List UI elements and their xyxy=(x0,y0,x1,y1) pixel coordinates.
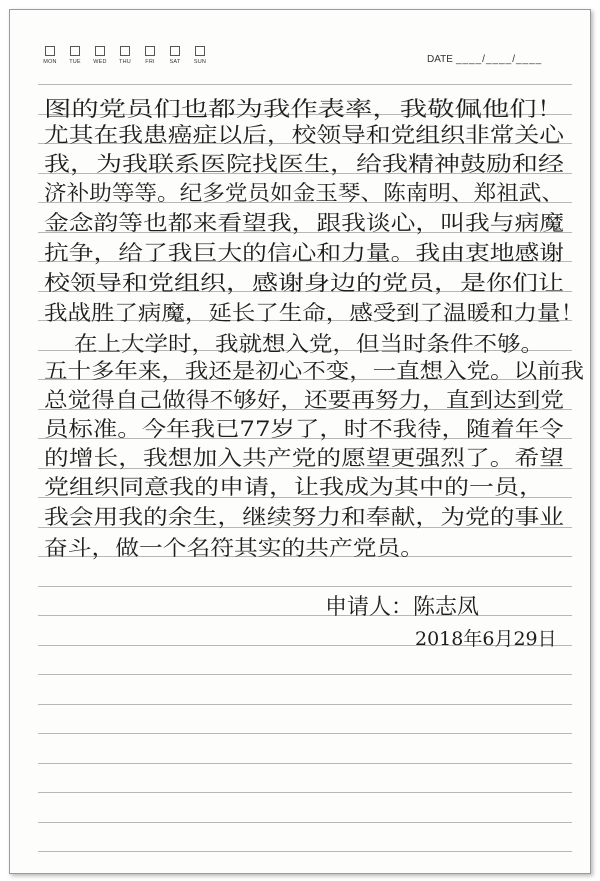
handwritten-line: 我会用我的余生，继续努力和奉献，为党的事业 xyxy=(44,505,564,529)
weekday-label: SAT xyxy=(169,59,181,65)
handwritten-line: 的增长，我想加入共产党的愿望更强烈了。希望 xyxy=(44,446,564,470)
weekday-box xyxy=(195,46,205,56)
ruled-line xyxy=(38,674,572,675)
handwritten-line: 五十多年来，我还是初心不变，一直想入党。以前我 xyxy=(44,359,584,383)
handwritten-line: 奋斗，做一个名符其实的共产党员。 xyxy=(44,536,424,560)
handwritten-line: 尤其在我患癌症以后，校领导和党组织非常关心 xyxy=(44,123,564,147)
weekday-label: SUN xyxy=(193,59,207,65)
weekday-box xyxy=(70,46,80,56)
handwritten-line: 总觉得自己做得不够好，还要再努力，直到达到党 xyxy=(44,388,564,412)
ruled-line xyxy=(38,586,572,587)
handwritten-line: 抗争，给了我巨大的信心和力量。我由衷地感谢 xyxy=(44,241,564,265)
weekday-label: WED xyxy=(93,59,107,65)
ruled-line xyxy=(38,763,572,764)
weekday-label: TUE xyxy=(69,59,81,65)
weekday-box xyxy=(170,46,180,56)
signature-date: 2018年6月29日 xyxy=(415,628,557,650)
weekday-box xyxy=(145,46,155,56)
handwritten-line: 党组织同意我的申请，让我成为其中的一员， xyxy=(44,475,544,499)
weekday-box xyxy=(95,46,105,56)
handwritten-line: 员标准。今年我已77岁了，时不我待，随着年令 xyxy=(44,417,564,441)
weekday-checkboxes xyxy=(40,46,210,65)
letter-sheet xyxy=(9,9,591,874)
handwritten-line: 我战胜了病魔，延长了生命，感受到了温暖和力量！ xyxy=(44,301,584,325)
ruled-line xyxy=(38,851,572,852)
weekday-label: FRI xyxy=(145,59,155,65)
ruled-line xyxy=(38,704,572,705)
ruled-line xyxy=(38,84,572,85)
weekday-label: THU xyxy=(119,59,131,65)
weekday-box xyxy=(120,46,130,56)
weekday-fri xyxy=(140,46,160,65)
weekday-tue xyxy=(65,46,85,65)
handwritten-line: 金念韵等也都来看望我，跟我谈心，叫我与病魔 xyxy=(44,211,564,235)
weekday-wed xyxy=(90,46,110,65)
handwritten-line: 校领导和党组织，感谢身边的党员，是你们让 xyxy=(44,271,564,295)
handwritten-line: 济补助等等。纪多党员如金玉琴、陈南明、郑祖武、 xyxy=(44,181,564,205)
weekday-mon xyxy=(40,46,60,65)
weekday-sat xyxy=(165,46,185,65)
handwritten-line: 我，为我联系医院找医生，给我精神鼓励和经 xyxy=(44,152,564,176)
date-label: DATE xyxy=(427,54,453,65)
date-field xyxy=(427,54,542,65)
weekday-thu xyxy=(115,46,135,65)
date-blanks: ____/____/____ xyxy=(455,54,543,65)
handwritten-line: 图的党员们也都为我作表率，我敬佩他们！ xyxy=(44,97,564,121)
applicant-signature: 申请人：陈志凤 xyxy=(325,595,480,620)
weekday-label: MON xyxy=(43,59,57,65)
ruled-line xyxy=(38,615,572,616)
weekday-sun xyxy=(190,46,210,65)
handwritten-line: 在上大学时，我就想入党，但当时条件不够。 xyxy=(74,332,544,356)
ruled-line xyxy=(38,733,572,734)
ruled-line xyxy=(38,822,572,823)
weekday-box xyxy=(45,46,55,56)
ruled-line xyxy=(38,792,572,793)
